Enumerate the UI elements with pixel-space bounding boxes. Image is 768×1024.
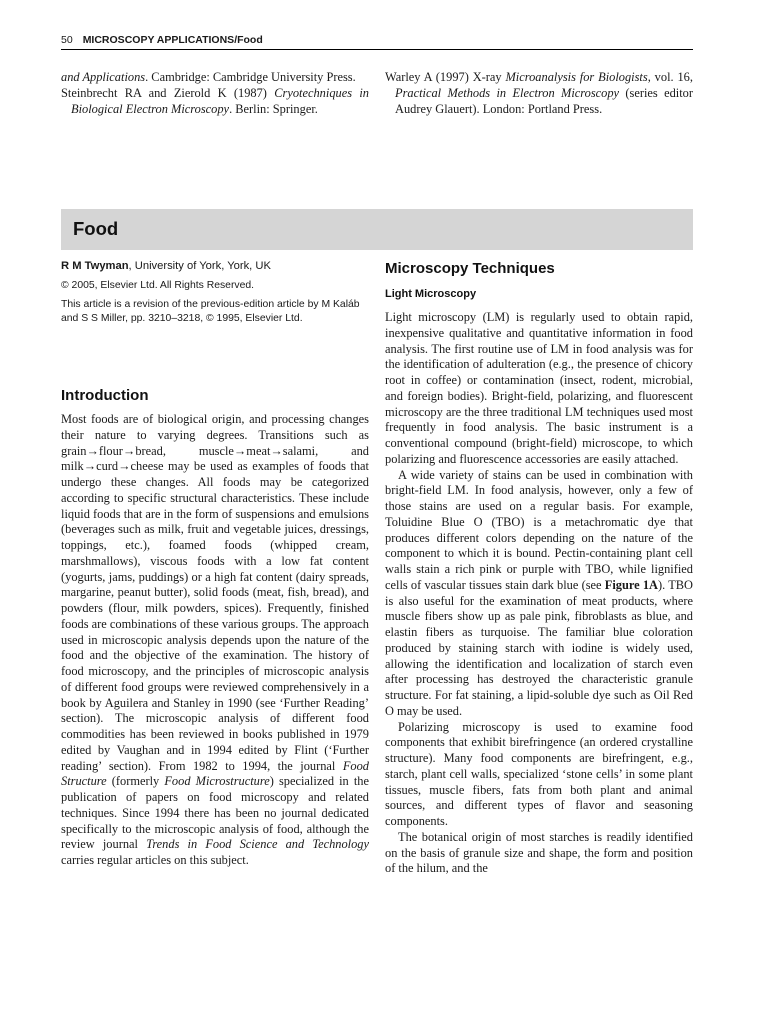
article-title-banner — [61, 209, 693, 250]
header-rule — [61, 49, 693, 50]
reference-italic: Microanalysis for Biologists — [505, 70, 648, 84]
reference-text: Warley A (1997) X-ray — [385, 70, 506, 84]
journal-title: Trends in Food Science and Technology — [146, 837, 369, 852]
reference-text: Steinbrecht RA and Zierold K (1987) — [61, 85, 275, 100]
reference-text: (series editor Audrey Glauert). London: Portland Press. — [395, 85, 694, 116]
left-column — [61, 259, 369, 869]
article-title: Food — [73, 218, 119, 239]
paragraph-text: (formerly — [106, 774, 165, 789]
page-number: 50 — [61, 34, 73, 46]
reference-italic: Cryotechniques in Biological Electron Microscopy — [71, 85, 369, 116]
running-head-subsection: Food — [237, 34, 263, 46]
techniques-paragraph-1: Light microscopy (LM) is regularly used to obtain rapid, inexpensive qualitative and quantitative information in food analysis. The first routine use of LM in food analysis was for the identification of adulteration (e.g., the presence of chicory root in coffee) or contamination (insect, rodent, microbial, and foreign bodies). Bright-field, polarizing, and fluorescent microscopy are the three traditional LM techniques used most frequently in food analysis. The basic instrument is a conventional compound (bright-field) microscope, to which polarizing and fluorescence accessories are easily attached. — [385, 310, 693, 466]
prev-references-left — [61, 70, 369, 117]
revision-note: This article is a revision of the previous-edition article by M Kaláb and S S Miller, pp. 3210–3218, © 1995, Elsevier Ltd. — [61, 299, 360, 324]
running-head-section: MICROSCOPY APPLICATIONS — [82, 34, 235, 46]
journal-title: Food Microstructure — [164, 774, 270, 789]
techniques-paragraph-4: The botanical origin of most starches is readily identified on the basis of granule size and shape, the form and position of the hilum, and the — [385, 829, 693, 876]
techniques-paragraph-3: Polarizing microscopy is used to examine food components that exhibit birefringence (an ordered crystalline structure). Many food components are birefringent, e.g., starch, plant cell walls, specialized ‘stone cells’ in some plant tissues, muscle fibers, fats from both plant and animal sources, and different types of flavor and seasoning components. — [385, 719, 693, 828]
journal-title: Food Structure — [61, 758, 369, 789]
reference-italic: Practical Methods in Electron Microscopy — [395, 85, 620, 100]
right-column — [385, 259, 693, 877]
reference-text: . Berlin: Springer. — [229, 101, 318, 116]
paragraph-text: Most foods are of biological origin, and processing changes their nature to varying degrees. Transitions such as grain→flour→bread, muscle→meat→salami, and milk→curd→cheese may be used as examples of foods that undergo these changes. All foods may be categorized according to specific structural characteristics. These include liquid foods that are in the form of suspensions and emulsions (beverages such as milk, fruit and vegetable juices, dressings, toppings, etc.), foamed foods (whipped cream, marshmallows), viscous foods with a low fat content (yogurts, jams, puddings) or a high fat content (dairy spreads, margarine, peanut butter), solid foods (meat, fish, bread), and powders (flour, milk powders, spices). Frequently, finished foods are combinations of these various groups. The approach used in microscopic analysis depends upon the nature of the food and the objective of the examination. The history of food microscopy, and the principles of microscopic analysis of different food groups were reviewed comprehensively in a book by Aguilera and Stanley in 1990 (see ‘Further Reading’ section). The microscopic analysis of different food commodities has been reviewed in books published in 1979 edited by Vaughan and in 1994 edited by Flint (‘Further reading’ section). From 1982 to 1994, the journal — [61, 412, 369, 773]
author-name: R M Twyman — [61, 260, 129, 272]
paragraph-text: ). TBO is also useful for the examination of meat products, where muscle fibers show up as pale pink, fibroblasts as blue, and elastin fibers as turquoise. The familiar blue coloration produced by staining starch with iodine is widely used, allowing the identification and localization of starch even after processing has destroyed the characteristic granule structure. For fat staining, a lipid-soluble dye such as Oil Red O may be used. — [385, 577, 693, 718]
paragraph-text: carries regular articles on this subject. — [61, 853, 249, 867]
paragraph-text: ) specialized in the publication of papers on food microscopy and related techniques. Since 1994 there has been no journal dedicated specifically to the microscopic analysis of food, although the review journal — [61, 774, 370, 852]
reference-italic: and Applications — [61, 70, 146, 84]
introduction-paragraph — [61, 412, 369, 869]
running-head-separator: / — [234, 34, 238, 46]
light-microscopy-subheading: Light Microscopy — [385, 288, 477, 300]
running-head — [61, 33, 693, 47]
reference-item — [61, 70, 369, 86]
reference-item — [385, 70, 693, 117]
techniques-heading: Microscopy Techniques — [385, 260, 555, 277]
copyright-line: © 2005, Elsevier Ltd. All Rights Reserved. — [61, 280, 255, 291]
author-line — [61, 259, 369, 273]
author-affiliation: , University of York, York, UK — [128, 260, 271, 272]
reference-text: , vol. 16, — [647, 70, 693, 84]
paragraph-text: A wide variety of stains can be used in combination with bright-field LM. In food analysis, however, only a few of those stains are used on a regular basis. For example, Toluidine Blue O (TBO) is a metachromatic dye that produces different colors depending on the nature of the component to which it is bound. Pectin-containing plant cell walls stain a rich pink or purple with TBO, while lignified cells of vascular tissues stain dark blue (see — [385, 467, 693, 592]
figure-reference: Figure 1A — [604, 577, 658, 592]
introduction-heading: Introduction — [61, 387, 149, 404]
prev-references-right — [385, 70, 693, 117]
reference-text: . Cambridge: Cambridge University Press. — [145, 70, 356, 84]
reference-item — [61, 86, 369, 118]
techniques-paragraph-2 — [385, 468, 693, 720]
